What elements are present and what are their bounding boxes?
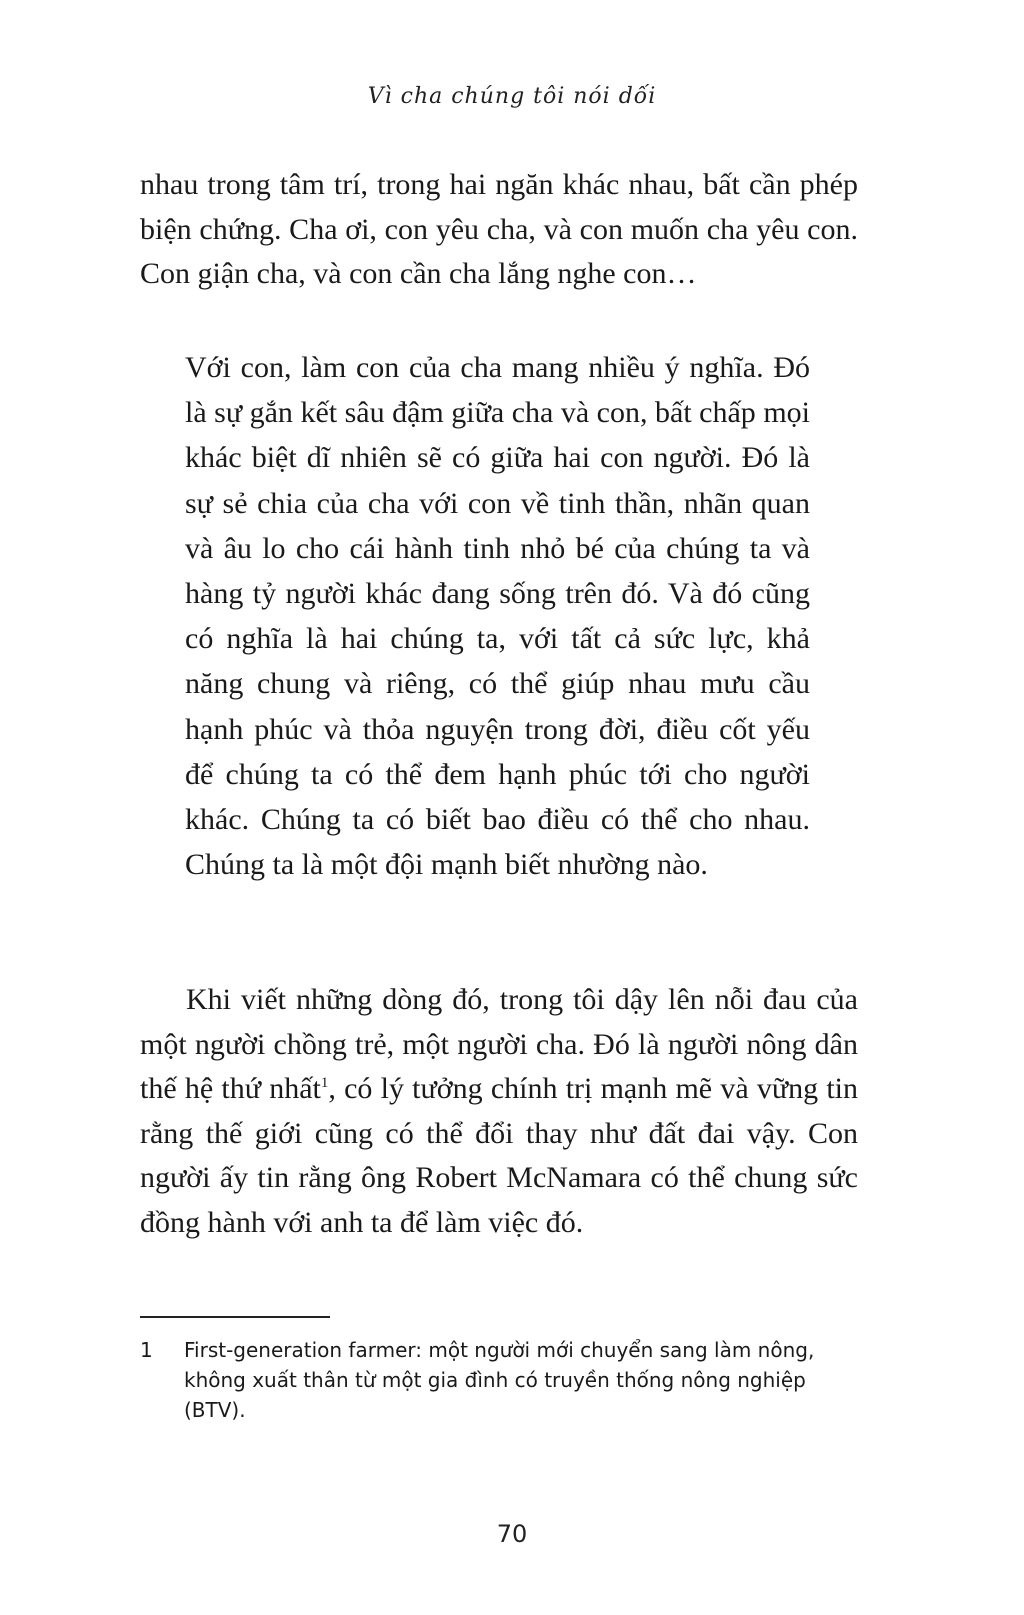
page-number: 70 xyxy=(496,1520,528,1548)
paragraph-main xyxy=(140,978,858,1245)
paragraph-continuation: nhau trong tâm trí, trong hai ngăn khác nhau, bất cần phép biện chứng. Cha ơi, con yêu cha, và con muốn cha yêu con. Con giận cha, và con cần cha lắng nghe con… xyxy=(140,168,858,290)
footnote-reference[interactable]: 1 xyxy=(320,1075,329,1091)
footnote-number: 1 xyxy=(140,1338,153,1362)
paragraph-text-before-ref: Khi viết những dòng đó, trong tôi dậy lên nỗi đau của một người chồng trẻ, một người cha. Đó là người nông dân thế hệ thứ nhất xyxy=(140,983,858,1105)
footnote-text: First-generation farmer: một người mới chuyển sang làm nông, không xuất thân từ một gia đình có truyền thống nông nghiệp (BTV). xyxy=(184,1338,815,1422)
paragraph-text-after-ref: , có lý tưởng chính trị mạnh mẽ và vững tin rằng thế giới cũng có thể đổi thay như đất đai vậy. Con người ấy tin rằng ông Robert McNamara có thể chung sức đồng hành với anh ta để làm việc đó. xyxy=(140,1072,859,1239)
running-header-title: Vì cha chúng tôi nói dối xyxy=(367,84,657,109)
footnote-divider xyxy=(140,1316,330,1318)
block-quote: Với con, làm con của cha mang nhiều ý nghĩa. Đó là sự gắn kết sâu đậm giữa cha và con, bất chấp mọi khác biệt dĩ nhiên sẽ có giữa hai con người. Đó là sự sẻ chia của cha với con về tinh thần, nhãn quan và âu lo cho cái hành tinh nhỏ bé của chúng ta và hàng tỷ người khác đang sống trên đó. Và đó cũng có nghĩa là hai chúng ta, với tất cả sức lực, khả năng chung và riêng, có thể giúp nhau mưu cầu hạnh phúc và thỏa nguyện trong đời, điều cốt yếu để chúng ta có thể đem hạnh phúc tới cho người khác. Chúng ta có biết bao điều có thể cho nhau. Chúng ta là một đội mạnh biết nhường nào. xyxy=(185,351,810,882)
